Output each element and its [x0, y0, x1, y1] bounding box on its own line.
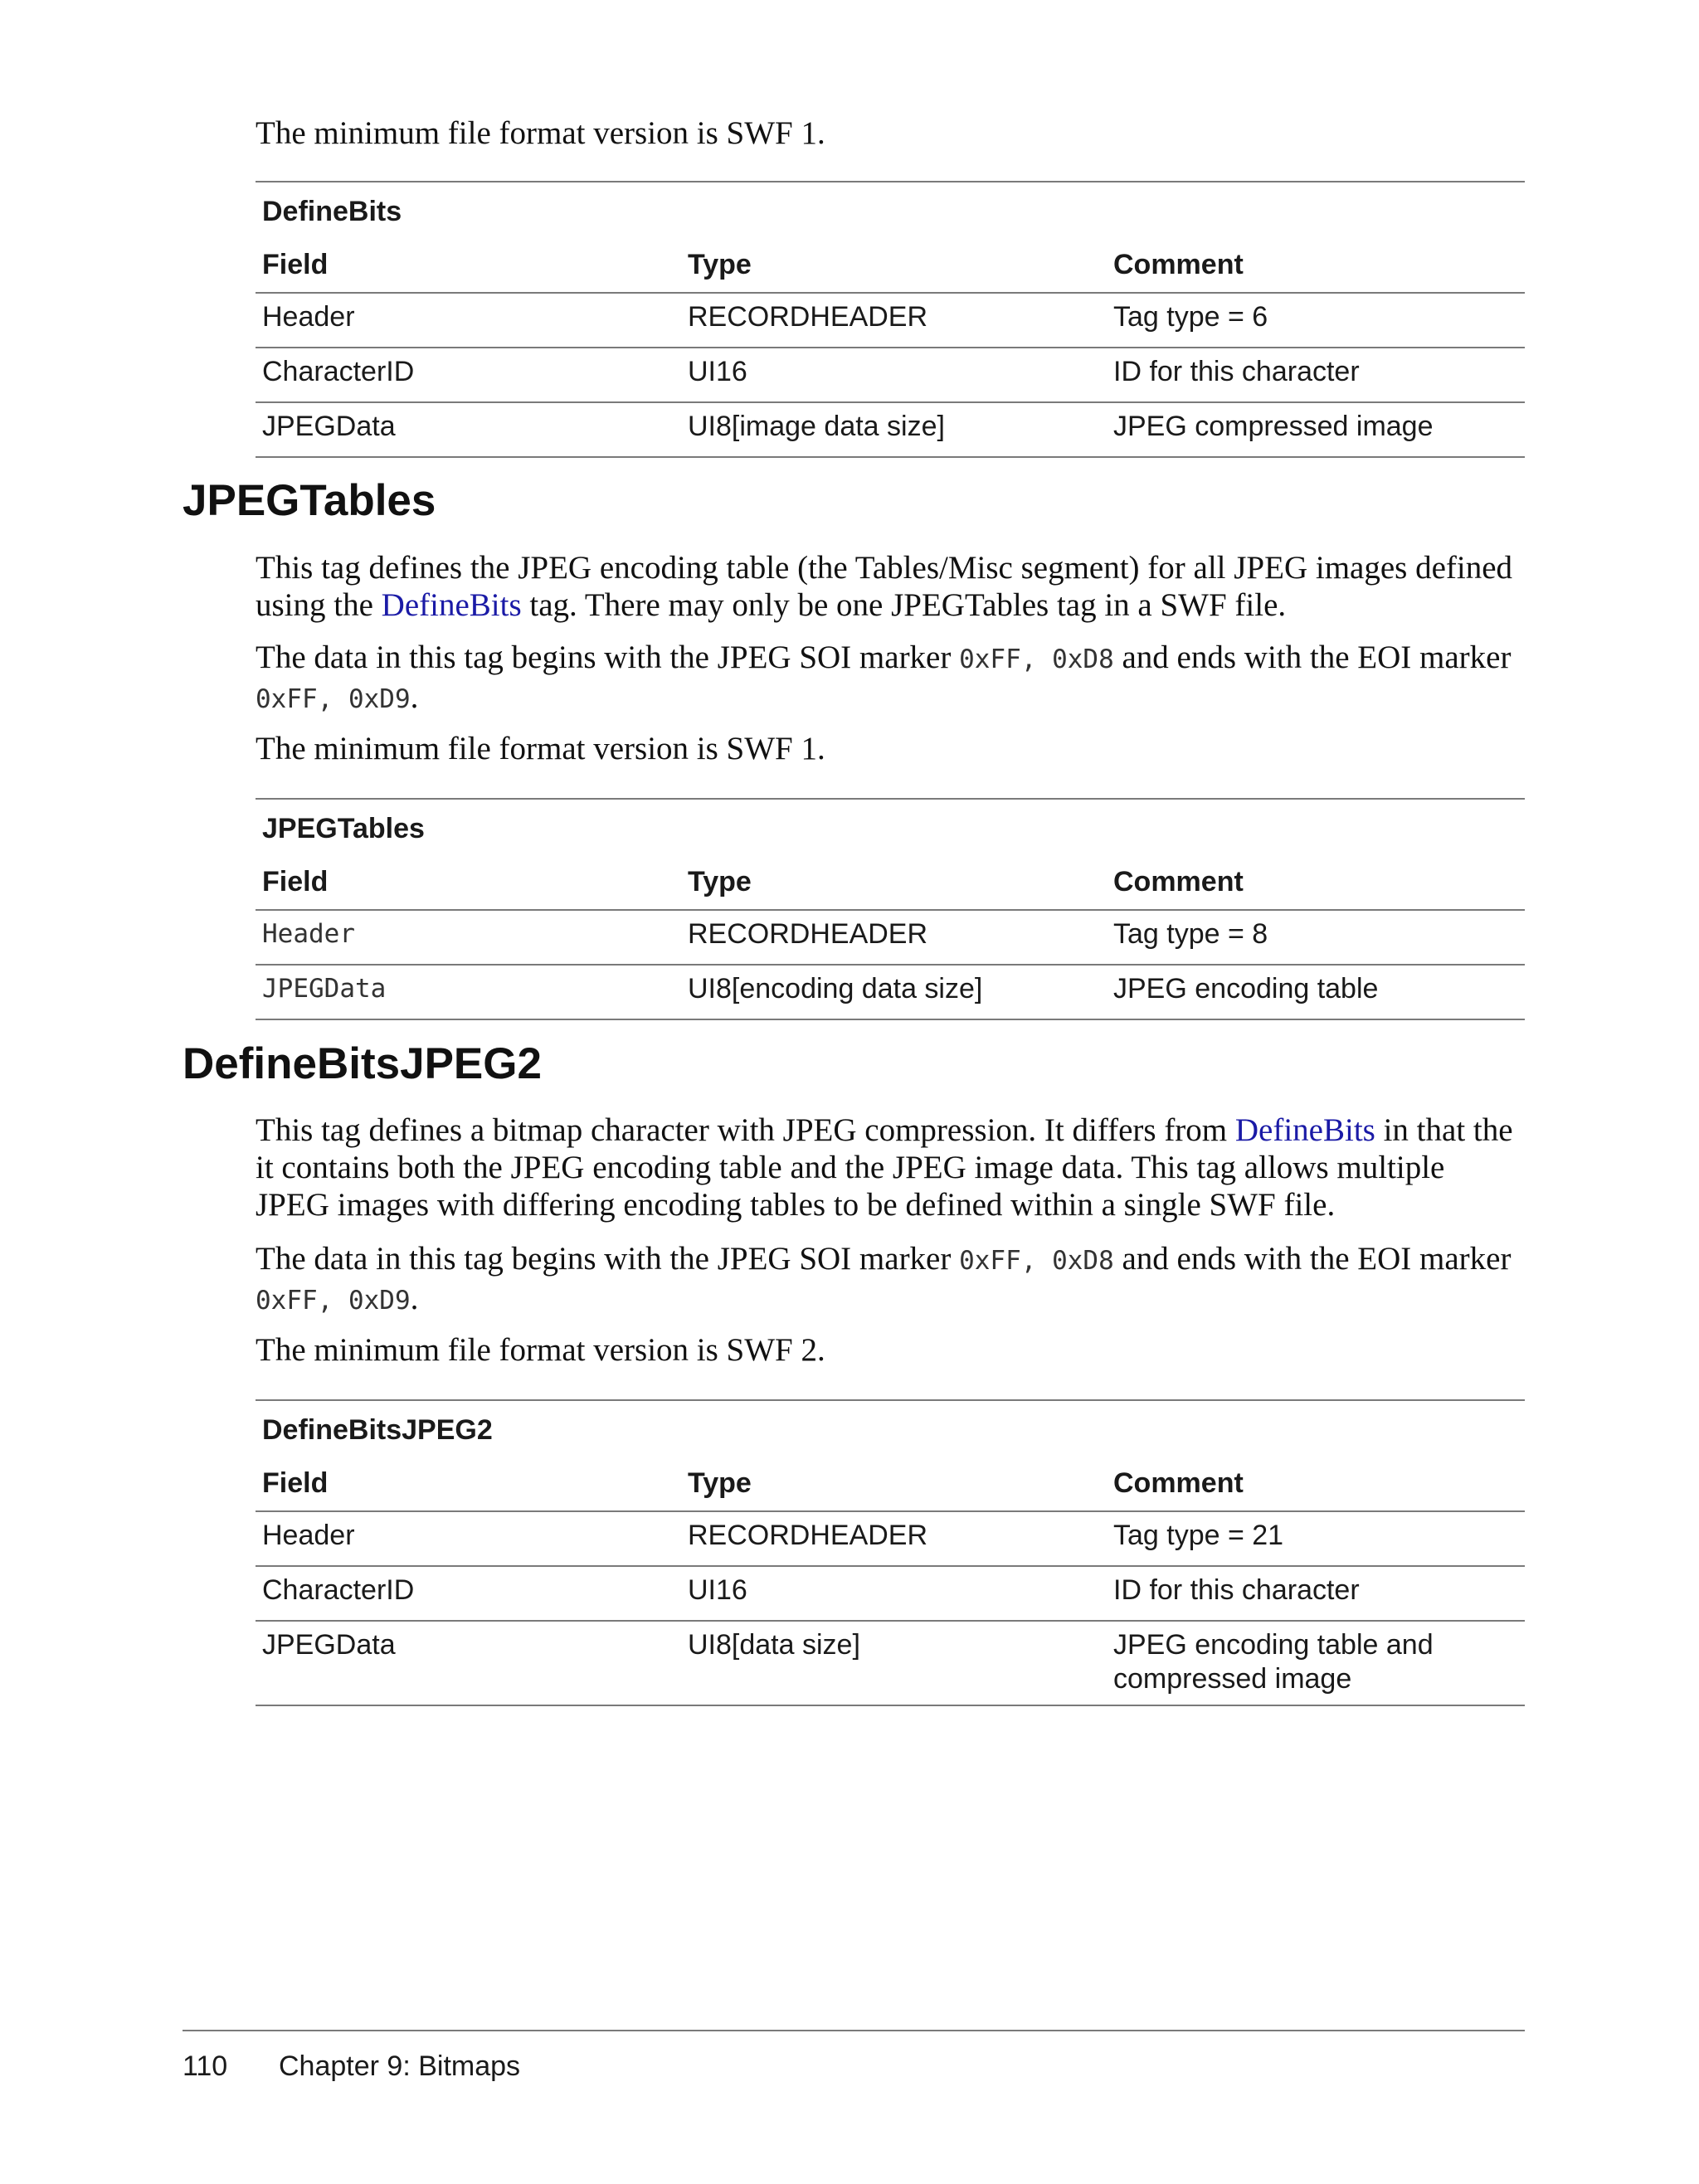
column-header-comment: Comment — [1107, 854, 1525, 910]
comment-cell: JPEG encoding table and compressed image — [1107, 1621, 1525, 1705]
definebits-link[interactable]: DefineBits — [1234, 1112, 1375, 1148]
table-title: DefineBits — [256, 182, 1525, 237]
table-header-row — [256, 854, 1525, 910]
comment-cell: Tag type = 21 — [1107, 1511, 1525, 1566]
field-cell: CharacterID — [256, 348, 681, 402]
page-number: 110 — [183, 2050, 228, 2082]
table-row — [256, 1566, 1525, 1621]
column-header-comment: Comment — [1107, 237, 1525, 293]
paragraph-text: and ends with the EOI marker — [1113, 1241, 1512, 1277]
field-cell: JPEGData — [256, 402, 681, 457]
table-header-row — [256, 237, 1525, 293]
paragraph-text: The data in this tag begins with the JPEG SOI marker — [256, 640, 960, 675]
comment-cell: ID for this character — [1107, 348, 1525, 402]
paragraph-text: The data in this tag begins with the JPEG SOI marker — [256, 1241, 960, 1277]
comment-cell: JPEG encoding table — [1107, 965, 1525, 1019]
table-header-row — [256, 1456, 1525, 1511]
type-cell: UI8[image data size] — [681, 402, 1107, 457]
jpegtables-min-version-paragraph: The minimum file format version is SWF 1. — [256, 731, 825, 766]
field-cell: Header — [256, 293, 681, 348]
soi-marker-code: 0xFF, 0xD8 — [959, 1246, 1114, 1276]
column-header-field: Field — [256, 237, 681, 293]
paragraph-text: . — [410, 679, 419, 715]
type-cell: RECORDHEADER — [681, 293, 1107, 348]
table-row — [256, 348, 1525, 402]
section-heading-definebitsjpeg2: DefineBitsJPEG2 — [183, 1039, 542, 1088]
soi-marker-code: 0xFF, 0xD8 — [959, 644, 1114, 674]
table-row — [256, 402, 1525, 457]
definebits-table — [256, 181, 1525, 458]
column-header-type: Type — [681, 237, 1107, 293]
field-cell: CharacterID — [256, 1566, 681, 1621]
table-caption-row — [256, 1400, 1525, 1456]
type-cell: UI8[encoding data size] — [681, 965, 1107, 1019]
field-cell: JPEGData — [256, 1621, 681, 1705]
paragraph-text: in that the it contains both the JPEG encoding table and the JPEG image data. This tag allows multiple JPEG images with differing encoding tables to be defined within a single SWF file. — [256, 1112, 1513, 1223]
definebitsjpeg2-description-paragraph — [256, 1111, 1525, 1223]
definebits-link[interactable]: DefineBits — [381, 587, 522, 623]
chapter-label: Chapter 9: Bitmaps — [279, 2050, 521, 2082]
section-heading-jpegtables: JPEGTables — [183, 476, 436, 525]
column-header-field: Field — [256, 854, 681, 910]
type-cell: RECORDHEADER — [681, 1511, 1107, 1566]
min-version-paragraph: The minimum file format version is SWF 1. — [256, 115, 825, 151]
comment-cell: Tag type = 6 — [1107, 293, 1525, 348]
jpegtables-description-paragraph — [256, 549, 1525, 624]
footer-divider — [183, 2030, 1525, 2031]
table-row — [256, 1511, 1525, 1566]
table-title: JPEGTables — [256, 799, 1525, 854]
table-row — [256, 293, 1525, 348]
comment-cell: Tag type = 8 — [1107, 910, 1525, 965]
type-cell: RECORDHEADER — [681, 910, 1107, 965]
comment-cell: ID for this character — [1107, 1566, 1525, 1621]
paragraph-text: This tag defines a bitmap character with JPEG compression. It differs from — [256, 1112, 1235, 1148]
type-cell: UI16 — [681, 1566, 1107, 1621]
eoi-marker-code: 0xFF, 0xD9 — [256, 684, 411, 714]
field-cell: Header — [256, 910, 681, 965]
table-row — [256, 1621, 1525, 1705]
table-row — [256, 965, 1525, 1019]
column-header-comment: Comment — [1107, 1456, 1525, 1511]
paragraph-text: and ends with the EOI marker — [1113, 640, 1512, 675]
field-cell: Header — [256, 1511, 681, 1566]
definebitsjpeg2-min-version-paragraph: The minimum file format version is SWF 2. — [256, 1332, 825, 1368]
table-title: DefineBitsJPEG2 — [256, 1400, 1525, 1456]
comment-cell: JPEG compressed image — [1107, 402, 1525, 457]
jpegtables-marker-paragraph — [256, 639, 1525, 718]
paragraph-text: tag. There may only be one JPEGTables tag in a SWF file. — [521, 587, 1287, 623]
column-header-field: Field — [256, 1456, 681, 1511]
field-cell: JPEGData — [256, 965, 681, 1019]
paragraph-text: . — [410, 1281, 419, 1316]
definebitsjpeg2-table — [256, 1399, 1525, 1706]
type-cell: UI8[data size] — [681, 1621, 1107, 1705]
column-header-type: Type — [681, 854, 1107, 910]
column-header-type: Type — [681, 1456, 1107, 1511]
table-caption-row — [256, 799, 1525, 854]
table-caption-row — [256, 182, 1525, 237]
definebitsjpeg2-marker-paragraph — [256, 1240, 1525, 1320]
jpegtables-table — [256, 798, 1525, 1020]
paragraph-text: This tag defines the JPEG encoding table (the Tables/Misc segment) for all JPEG images defined using the — [256, 550, 1513, 623]
type-cell: UI16 — [681, 348, 1107, 402]
table-row — [256, 910, 1525, 965]
eoi-marker-code: 0xFF, 0xD9 — [256, 1286, 411, 1316]
